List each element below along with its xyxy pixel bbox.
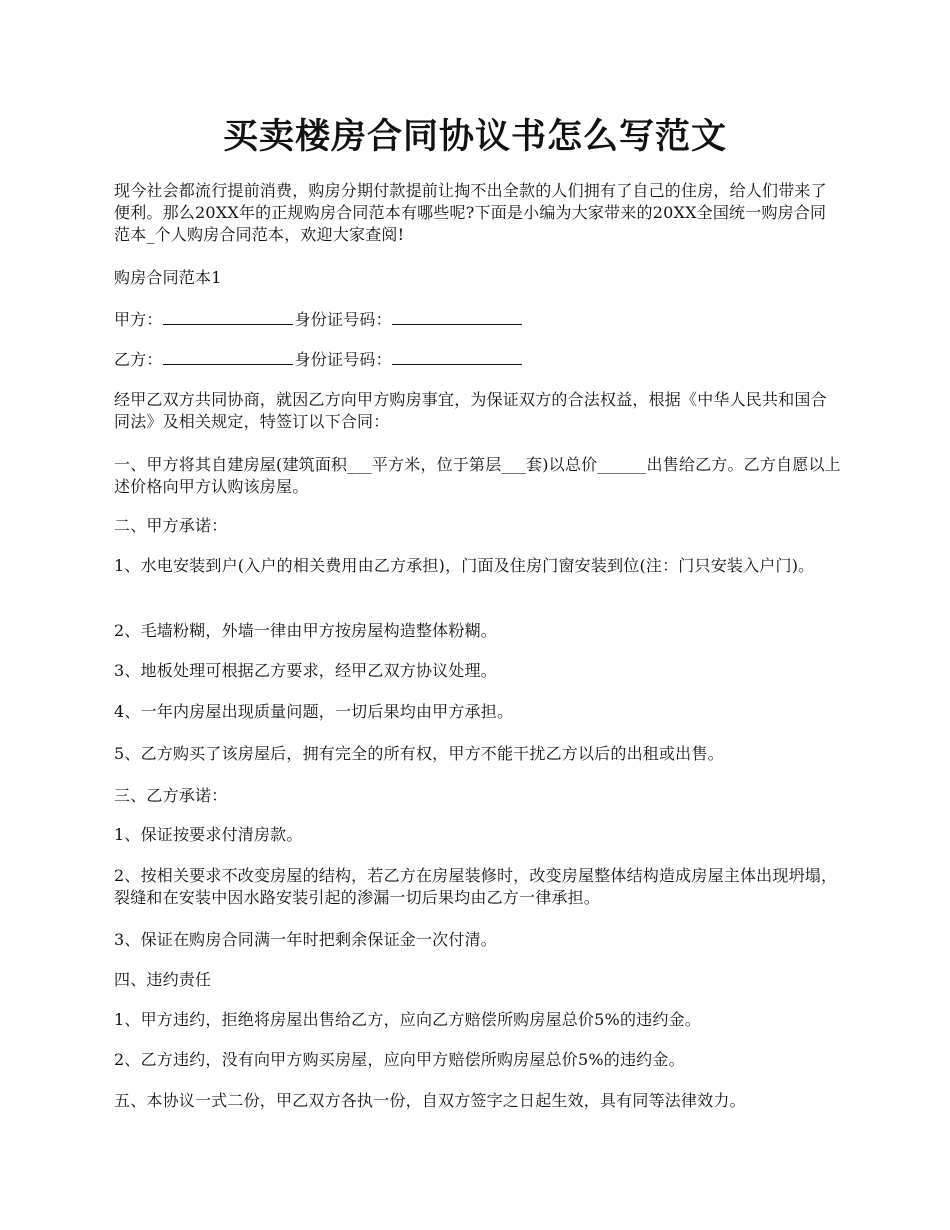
clause-5: 五、本协议一式二份，甲乙双方各执一份，自双方签字之日起生效，具有同等法律效力。 xyxy=(114,1091,746,1110)
party-b-id-blank xyxy=(392,350,522,365)
clause-3-item-3: 3、保证在购房合同满一年时把剩余保证金一次付清。 xyxy=(114,930,497,949)
party-b-blank xyxy=(163,350,293,365)
clause-2-item-2: 2、毛墙粉糊，外墙一律由甲方按房屋构造整体粉糊。 xyxy=(114,621,497,640)
clause-1: 一、甲方将其自建房屋(建筑面积___平方米，位于第层___套)以总价______出售给乙方。乙方自愿以上述价格向甲方认购该房屋。 xyxy=(114,455,841,496)
clause-2-item-3: 3、地板处理可根据乙方要求，经甲乙双方协议处理。 xyxy=(114,661,497,680)
party-a-id-blank xyxy=(392,310,522,325)
party-b-label: 乙方： xyxy=(114,350,163,369)
party-b-line xyxy=(114,349,842,371)
clause-3-item-2: 2、按相关要求不改变房屋的结构，若乙方在房屋装修时，改变房屋整体结构造成房屋主体出现坍塌，裂缝和在安装中因水路安装引起的渗漏一切后果均由乙方一律承担。 xyxy=(114,866,838,907)
clause-2-heading: 二、甲方承诺： xyxy=(114,516,228,535)
document-title: 买卖楼房合同协议书怎么写范文 xyxy=(222,116,727,157)
clause-2-item-5: 5、乙方购买了该房屋后，拥有完全的所有权，甲方不能干扰乙方以后的出租或出售。 xyxy=(114,744,724,763)
intro-paragraph: 现今社会都流行提前消费，购房分期付款提前让掏不出全款的人们拥有了自己的住房，给人们带来了便利。那么20XX年的正规购房合同范本有哪些呢?下面是小编为大家带来的20XX全国统一购房合同范本_个人购房合同范本，欢迎大家查阅! xyxy=(114,181,827,244)
clause-4-item-1: 1、甲方违约，拒绝将房屋出售给乙方，应向乙方赔偿所购房屋总价5%的违约金。 xyxy=(114,1010,701,1029)
party-a-id-label: 身份证号码： xyxy=(294,310,392,329)
party-a-line xyxy=(114,309,842,331)
party-b-id-label: 身份证号码： xyxy=(294,350,392,369)
clause-3-item-1: 1、保证按要求付清房款。 xyxy=(114,825,303,844)
clause-2-item-4: 4、一年内房屋出现质量问题，一切后果均由甲方承担。 xyxy=(114,702,514,721)
clause-3-heading: 三、乙方承诺： xyxy=(114,786,228,805)
clause-4-item-2: 2、乙方违约，没有向甲方购买房屋，应向甲方赔偿所购房屋总价5%的违约金。 xyxy=(114,1050,685,1069)
sample-heading: 购房合同范本1 xyxy=(114,268,222,287)
party-a-blank xyxy=(163,310,293,325)
clause-2-item-1: 1、水电安装到户(入户的相关费用由乙方承担)，门面及住房门窗安装到位(注：门只安装入户门)。 xyxy=(114,556,815,575)
clause-4-heading: 四、违约责任 xyxy=(114,970,212,989)
preamble-paragraph: 经甲乙双方共同协商，就因乙方向甲方购房事宜，为保证双方的合法权益，根据《中华人民共和国合同法》及相关规定，特签订以下合同： xyxy=(114,390,827,431)
party-a-label: 甲方： xyxy=(114,310,163,329)
